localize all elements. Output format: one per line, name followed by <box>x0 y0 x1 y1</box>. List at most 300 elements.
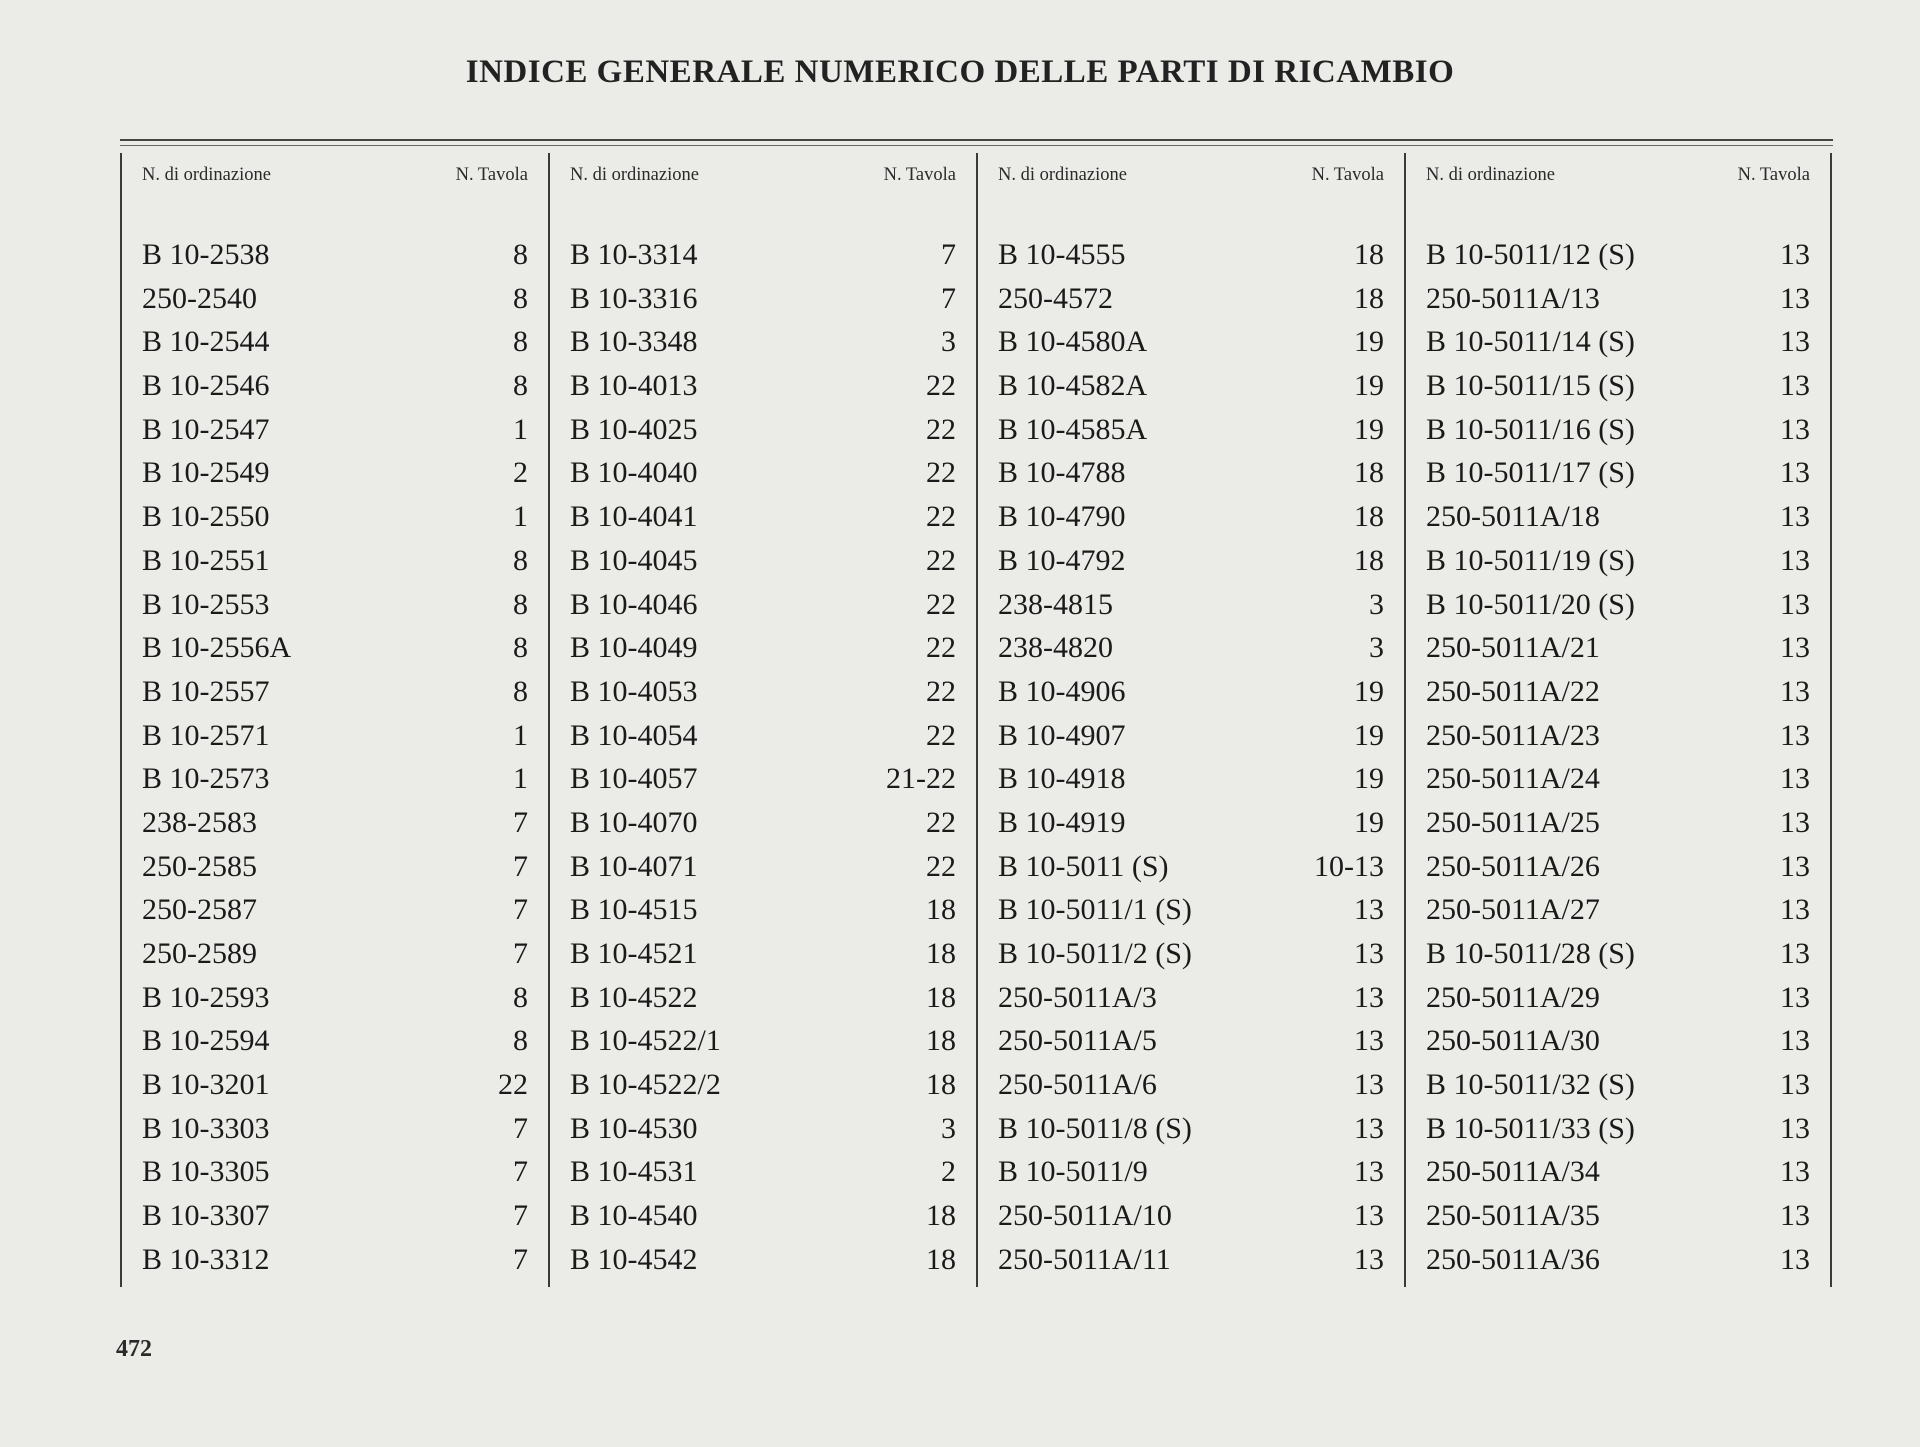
table-row <box>142 1194 528 1238</box>
table-number: 7 <box>513 849 528 883</box>
table-number: 13 <box>1780 980 1810 1014</box>
order-number: B 10-4049 <box>570 631 698 665</box>
header-order-number: N. di ordinazione <box>570 165 699 185</box>
table-row <box>570 626 956 670</box>
order-number: 250-5011A/36 <box>1426 1242 1600 1276</box>
order-number: B 10-4585A <box>998 412 1148 446</box>
order-number: 250-2587 <box>142 893 257 927</box>
table-row <box>142 1019 528 1063</box>
header-order-number: N. di ordinazione <box>142 165 271 185</box>
table-number: 18 <box>1354 456 1384 490</box>
order-number: B 10-4542 <box>570 1242 698 1276</box>
order-number: B 10-2573 <box>142 762 270 796</box>
table-row <box>1426 626 1810 670</box>
order-number: B 10-4045 <box>570 543 698 577</box>
order-number: B 10-3201 <box>142 1068 270 1102</box>
table-number: 8 <box>513 1024 528 1058</box>
table-row <box>998 233 1384 277</box>
table-number: 13 <box>1780 325 1810 359</box>
table-row <box>142 320 528 364</box>
table-row <box>570 670 956 714</box>
order-number: B 10-4025 <box>570 412 698 446</box>
table-row <box>142 1107 528 1151</box>
header-table-number: N. Tavola <box>1737 165 1810 185</box>
table-row <box>1426 233 1810 277</box>
order-number: B 10-4907 <box>998 718 1126 752</box>
order-number: B 10-2550 <box>142 500 270 534</box>
table-number: 1 <box>513 718 528 752</box>
table-row <box>998 757 1384 801</box>
table-number: 22 <box>926 500 956 534</box>
order-number: 250-5011A/10 <box>998 1199 1172 1233</box>
order-number: B 10-4522 <box>570 980 698 1014</box>
table-number: 13 <box>1780 1155 1810 1189</box>
table-row <box>570 1238 956 1282</box>
table-number: 3 <box>1369 631 1384 665</box>
table-number: 18 <box>926 1024 956 1058</box>
order-number: B 10-5011/15 (S) <box>1426 369 1635 403</box>
column-header <box>570 165 956 186</box>
order-number: B 10-5011/14 (S) <box>1426 325 1635 359</box>
table-row <box>142 277 528 321</box>
table-row <box>142 495 528 539</box>
table-number: 13 <box>1780 1242 1810 1276</box>
table-number: 13 <box>1354 1111 1384 1145</box>
table-row <box>570 714 956 758</box>
table-row <box>1426 976 1810 1020</box>
order-number: B 10-2546 <box>142 369 270 403</box>
table-number: 7 <box>513 937 528 970</box>
table-number: 22 <box>926 456 956 490</box>
order-number: B 10-5011 (S) <box>998 849 1169 883</box>
order-number: 250-5011A/26 <box>1426 849 1600 883</box>
table-number: 13 <box>1780 1111 1810 1145</box>
order-number: 238-4820 <box>998 631 1113 665</box>
order-number: B 10-4040 <box>570 456 698 490</box>
table-number: 19 <box>1354 762 1384 796</box>
table-row <box>142 976 528 1020</box>
order-number: B 10-4046 <box>570 587 698 621</box>
table-number: 7 <box>513 1111 528 1145</box>
column-rows <box>570 233 956 1282</box>
order-number: 238-4815 <box>998 587 1113 621</box>
table-number: 19 <box>1354 369 1384 403</box>
table-number: 7 <box>513 805 528 839</box>
order-number: B 10-4531 <box>570 1155 698 1189</box>
table-number: 8 <box>513 325 528 359</box>
table-number: 13 <box>1780 631 1810 665</box>
table-number: 7 <box>513 1155 528 1189</box>
table-row <box>142 932 528 976</box>
order-number: B 10-2549 <box>142 456 270 490</box>
table-row <box>998 320 1384 364</box>
order-number: B 10-3316 <box>570 281 698 315</box>
order-number: B 10-4522/2 <box>570 1068 721 1102</box>
table-row <box>142 888 528 932</box>
table-number: 13 <box>1780 587 1810 621</box>
table-row <box>998 408 1384 452</box>
table-row <box>570 408 956 452</box>
table-number: 13 <box>1354 1155 1384 1189</box>
table-row <box>1426 320 1810 364</box>
order-number: B 10-2593 <box>142 980 270 1014</box>
table-row <box>570 495 956 539</box>
table-number: 13 <box>1780 1024 1810 1058</box>
table-row <box>570 845 956 889</box>
order-number: 250-2589 <box>142 937 257 970</box>
table-row <box>142 364 528 408</box>
table-row <box>1426 801 1810 845</box>
table-number: 13 <box>1354 937 1384 970</box>
order-number: B 10-5011/33 (S) <box>1426 1111 1635 1145</box>
table-number: 22 <box>926 849 956 883</box>
order-number: 238-2583 <box>142 805 257 839</box>
order-number: 250-5011A/11 <box>998 1242 1171 1276</box>
table-row <box>142 626 528 670</box>
table-number: 18 <box>926 1199 956 1233</box>
table-number: 13 <box>1780 674 1810 708</box>
table-number: 13 <box>1354 1068 1384 1102</box>
table-row <box>142 233 528 277</box>
order-number: B 10-2571 <box>142 718 270 752</box>
table-number: 22 <box>926 369 956 403</box>
table-row <box>998 801 1384 845</box>
order-number: B 10-5011/32 (S) <box>1426 1068 1635 1102</box>
table-row <box>1426 277 1810 321</box>
table-row <box>142 845 528 889</box>
table-number: 18 <box>1354 500 1384 534</box>
table-row <box>570 364 956 408</box>
table-number: 2 <box>941 1155 956 1189</box>
order-number: B 10-4792 <box>998 543 1126 577</box>
table-row <box>570 757 956 801</box>
order-number: B 10-4530 <box>570 1111 698 1145</box>
table-row <box>1426 1194 1810 1238</box>
table-row <box>142 539 528 583</box>
table-number: 18 <box>926 893 956 927</box>
table-row <box>1426 1150 1810 1194</box>
table-row <box>142 757 528 801</box>
table-number: 13 <box>1780 281 1810 315</box>
page-number: 472 <box>116 1336 152 1362</box>
table-row <box>570 1107 956 1151</box>
table-number: 22 <box>926 674 956 708</box>
table-number: 22 <box>926 805 956 839</box>
order-number: B 10-4918 <box>998 762 1126 796</box>
table-row <box>570 801 956 845</box>
order-number: B 10-2594 <box>142 1024 270 1058</box>
table-number: 7 <box>941 281 956 315</box>
table-row <box>1426 714 1810 758</box>
order-number: 250-5011A/18 <box>1426 500 1600 534</box>
table-number: 13 <box>1780 500 1810 534</box>
order-number: 250-5011A/24 <box>1426 762 1600 796</box>
table-row <box>998 539 1384 583</box>
order-number: B 10-2544 <box>142 325 270 359</box>
order-number: B 10-5011/17 (S) <box>1426 456 1635 490</box>
table-number: 13 <box>1780 1199 1810 1233</box>
index-column <box>976 153 1404 1287</box>
table-number: 19 <box>1354 805 1384 839</box>
table-number: 13 <box>1780 805 1810 839</box>
table-number: 8 <box>513 674 528 708</box>
table-row <box>570 451 956 495</box>
table-number: 18 <box>1354 543 1384 577</box>
order-number: B 10-5011/1 (S) <box>998 893 1192 927</box>
table-row <box>998 1019 1384 1063</box>
order-number: B 10-2538 <box>142 238 270 271</box>
table-row <box>998 583 1384 627</box>
table-row <box>1426 1019 1810 1063</box>
table-number: 13 <box>1354 1024 1384 1058</box>
parts-index-table <box>120 153 1833 1287</box>
order-number: 250-5011A/29 <box>1426 980 1600 1014</box>
order-number: B 10-3303 <box>142 1111 270 1145</box>
index-column <box>120 153 548 1287</box>
table-number: 13 <box>1780 762 1810 796</box>
table-number: 8 <box>513 238 528 271</box>
table-row <box>998 277 1384 321</box>
order-number: 250-5011A/6 <box>998 1068 1157 1102</box>
table-row <box>1426 408 1810 452</box>
order-number: B 10-5011/19 (S) <box>1426 543 1635 577</box>
index-column <box>548 153 976 1287</box>
order-number: B 10-4919 <box>998 805 1126 839</box>
table-row <box>998 495 1384 539</box>
table-row <box>1426 451 1810 495</box>
order-number: B 10-4522/1 <box>570 1024 721 1058</box>
table-row <box>142 408 528 452</box>
table-row <box>998 976 1384 1020</box>
table-row <box>142 714 528 758</box>
order-number: B 10-4071 <box>570 849 698 883</box>
order-number: B 10-4540 <box>570 1199 698 1233</box>
table-number: 13 <box>1780 849 1810 883</box>
order-number: B 10-5011/9 <box>998 1155 1148 1189</box>
table-row <box>570 320 956 364</box>
order-number: 250-5011A/21 <box>1426 631 1600 665</box>
order-number: 250-5011A/30 <box>1426 1024 1600 1058</box>
table-row <box>570 1150 956 1194</box>
table-row <box>142 583 528 627</box>
order-number: B 10-3314 <box>570 238 698 271</box>
order-number: B 10-5011/16 (S) <box>1426 412 1635 446</box>
table-row <box>1426 1238 1810 1282</box>
table-row <box>998 1063 1384 1107</box>
order-number: B 10-4041 <box>570 500 698 534</box>
table-number: 13 <box>1780 937 1810 970</box>
table-row <box>570 1019 956 1063</box>
table-row <box>1426 583 1810 627</box>
order-number: B 10-2557 <box>142 674 270 708</box>
table-number: 3 <box>941 325 956 359</box>
order-number: 250-5011A/5 <box>998 1024 1157 1058</box>
table-number: 19 <box>1354 718 1384 752</box>
table-row <box>1426 1107 1810 1151</box>
table-number: 13 <box>1780 543 1810 577</box>
order-number: B 10-3348 <box>570 325 698 359</box>
table-row <box>1426 495 1810 539</box>
column-header <box>142 165 528 186</box>
table-row <box>142 670 528 714</box>
order-number: B 10-5011/20 (S) <box>1426 587 1635 621</box>
table-number: 7 <box>513 1199 528 1233</box>
order-number: B 10-5011/2 (S) <box>998 937 1192 970</box>
order-number: B 10-2553 <box>142 587 270 621</box>
table-row <box>998 1150 1384 1194</box>
table-number: 21-22 <box>886 762 956 796</box>
order-number: B 10-4054 <box>570 718 698 752</box>
table-number: 3 <box>1369 587 1384 621</box>
order-number: 250-5011A/22 <box>1426 674 1600 708</box>
header-table-number: N. Tavola <box>455 165 528 185</box>
table-number: 19 <box>1354 674 1384 708</box>
table-number: 10-13 <box>1314 849 1384 883</box>
table-row <box>1426 539 1810 583</box>
table-row <box>1426 364 1810 408</box>
table-number: 18 <box>926 1068 956 1102</box>
index-column <box>1404 153 1832 1287</box>
order-number: B 10-3305 <box>142 1155 270 1189</box>
table-number: 13 <box>1780 1068 1810 1102</box>
table-row <box>998 626 1384 670</box>
table-row <box>570 277 956 321</box>
table-row <box>998 714 1384 758</box>
table-row <box>1426 888 1810 932</box>
order-number: B 10-2547 <box>142 412 270 446</box>
table-row <box>1426 1063 1810 1107</box>
order-number: 250-4572 <box>998 281 1113 315</box>
table-row <box>998 1238 1384 1282</box>
table-number: 18 <box>926 1242 956 1276</box>
order-number: B 10-4013 <box>570 369 698 403</box>
order-number: B 10-2556A <box>142 631 292 665</box>
table-number: 19 <box>1354 325 1384 359</box>
table-row <box>1426 757 1810 801</box>
table-number: 18 <box>1354 238 1384 271</box>
table-row <box>142 1063 528 1107</box>
order-number: B 10-4515 <box>570 893 698 927</box>
page-title: INDICE GENERALE NUMERICO DELLE PARTI DI RICAMBIO <box>465 54 1455 90</box>
table-number: 13 <box>1780 412 1810 446</box>
table-number: 13 <box>1780 893 1810 927</box>
table-number: 22 <box>498 1068 528 1102</box>
order-number: B 10-5011/28 (S) <box>1426 937 1635 970</box>
column-rows <box>142 233 528 1282</box>
order-number: B 10-4053 <box>570 674 698 708</box>
table-row <box>998 845 1384 889</box>
table-number: 1 <box>513 762 528 796</box>
order-number: B 10-4790 <box>998 500 1126 534</box>
order-number: 250-5011A/3 <box>998 980 1157 1014</box>
table-number: 13 <box>1354 980 1384 1014</box>
order-number: B 10-4580A <box>998 325 1148 359</box>
table-row <box>142 801 528 845</box>
order-number: B 10-4906 <box>998 674 1126 708</box>
table-number: 13 <box>1780 718 1810 752</box>
table-number: 8 <box>513 631 528 665</box>
table-number: 22 <box>926 587 956 621</box>
order-number: 250-5011A/27 <box>1426 893 1600 927</box>
table-row <box>998 932 1384 976</box>
order-number: B 10-4070 <box>570 805 698 839</box>
table-row <box>998 451 1384 495</box>
table-row <box>1426 670 1810 714</box>
order-number: B 10-5011/12 (S) <box>1426 238 1635 271</box>
table-number: 13 <box>1354 1199 1384 1233</box>
order-number: B 10-2551 <box>142 543 270 577</box>
table-number: 18 <box>1354 281 1384 315</box>
order-number: B 10-4788 <box>998 456 1126 490</box>
table-number: 22 <box>926 631 956 665</box>
table-row <box>142 1238 528 1282</box>
table-row <box>570 976 956 1020</box>
table-row <box>998 364 1384 408</box>
table-number: 22 <box>926 718 956 752</box>
order-number: B 10-4555 <box>998 238 1126 271</box>
order-number: B 10-4057 <box>570 762 698 796</box>
order-number: B 10-4521 <box>570 937 698 970</box>
table-row <box>570 539 956 583</box>
table-number: 8 <box>513 543 528 577</box>
table-number: 7 <box>513 893 528 927</box>
table-number: 2 <box>513 456 528 490</box>
table-number: 13 <box>1780 369 1810 403</box>
table-number: 1 <box>513 412 528 446</box>
table-row <box>1426 932 1810 976</box>
order-number: 250-2585 <box>142 849 257 883</box>
order-number: 250-5011A/13 <box>1426 281 1600 315</box>
table-row <box>570 233 956 277</box>
table-row <box>570 932 956 976</box>
order-number: 250-5011A/25 <box>1426 805 1600 839</box>
table-number: 13 <box>1354 893 1384 927</box>
table-row <box>998 1194 1384 1238</box>
table-number: 8 <box>513 980 528 1014</box>
header-table-number: N. Tavola <box>883 165 956 185</box>
table-number: 22 <box>926 412 956 446</box>
table-row <box>1426 845 1810 889</box>
table-row <box>570 1063 956 1107</box>
table-number: 8 <box>513 281 528 315</box>
order-number: B 10-5011/8 (S) <box>998 1111 1192 1145</box>
table-number: 18 <box>926 980 956 1014</box>
order-number: B 10-3312 <box>142 1242 270 1276</box>
table-row <box>998 670 1384 714</box>
column-header <box>998 165 1384 186</box>
order-number: 250-5011A/34 <box>1426 1155 1600 1189</box>
header-table-number: N. Tavola <box>1311 165 1384 185</box>
table-number: 8 <box>513 369 528 403</box>
top-rule-thin <box>120 145 1833 146</box>
table-number: 1 <box>513 500 528 534</box>
header-order-number: N. di ordinazione <box>998 165 1127 185</box>
table-number: 8 <box>513 587 528 621</box>
order-number: B 10-3307 <box>142 1199 270 1233</box>
table-row <box>142 1150 528 1194</box>
column-rows <box>1426 233 1810 1282</box>
table-row <box>570 888 956 932</box>
order-number: B 10-4582A <box>998 369 1148 403</box>
table-row <box>998 1107 1384 1151</box>
table-number: 22 <box>926 543 956 577</box>
table-number: 13 <box>1354 1242 1384 1276</box>
order-number: 250-5011A/23 <box>1426 718 1600 752</box>
table-row <box>142 451 528 495</box>
table-number: 7 <box>941 238 956 271</box>
table-row <box>998 888 1384 932</box>
table-number: 19 <box>1354 412 1384 446</box>
